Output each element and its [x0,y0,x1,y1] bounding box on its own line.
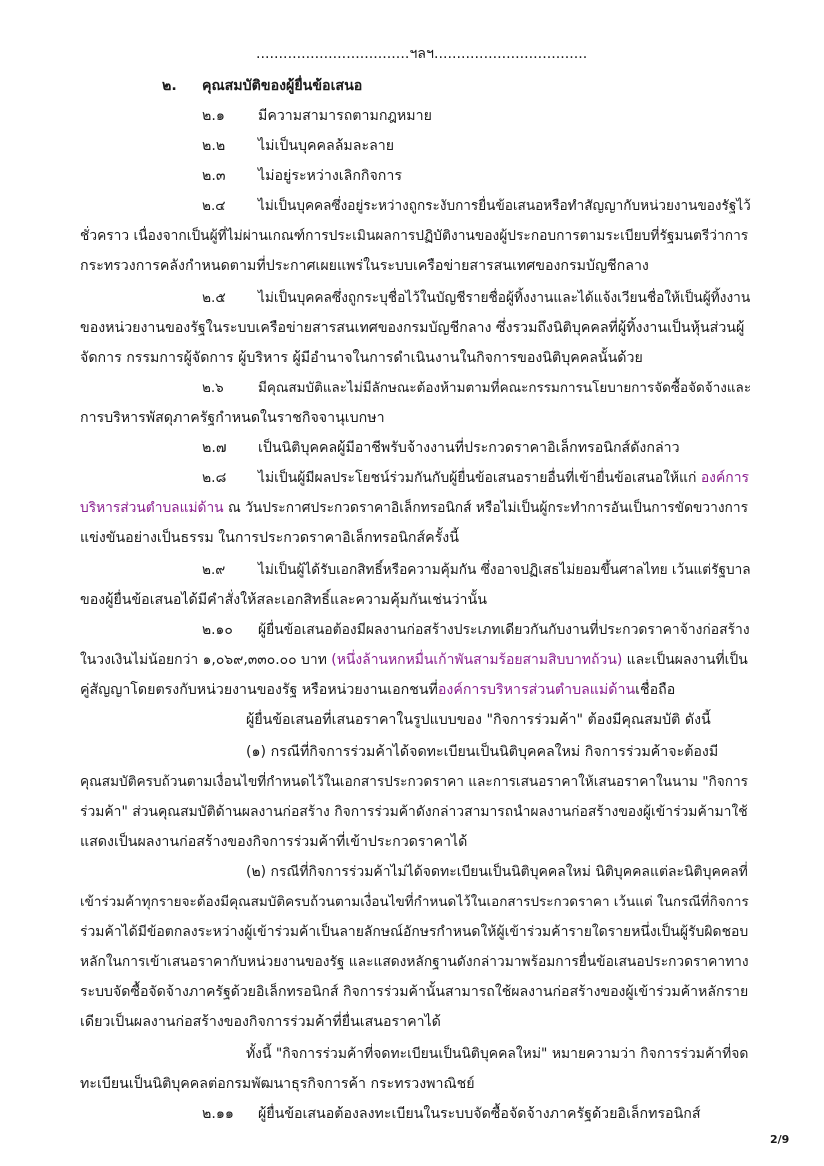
item-text-line: การบริหารพัสดุภาครัฐกำหนดในราชกิจจานุเบกษา [80,410,385,426]
item-number: ๒.๘ [202,470,227,486]
header-line [256,44,587,64]
paragraph-text: ระบบจัดซื้อจัดจ้างภาครัฐด้วยอิเล็กทรอนิกส์ กิจการร่วมค้านั้นสามารถใช้ผลงานก่อสร้างของผู้เข้าร่วมค้าหลักราย [80,984,749,1000]
item-text-line: ไม่เป็นบุคคลซึ่งอยู่ระหว่างถูกระงับการยื่นข้อเสนอหรือทำสัญญากับหน่วยงานของรัฐไว้ [258,198,751,214]
item-2-6-line-2 [80,408,385,428]
item-2-8 [202,468,749,488]
item-number: ๒.๖ [202,380,224,396]
org-name-highlight: องค์การ [700,470,749,486]
item-2-5-line-2 [80,318,744,338]
item-2-10-line-2 [80,650,748,670]
jv-case-2-line-3 [80,922,748,942]
page-number [770,1130,789,1150]
header-line-text: ..................................ฯลฯ.................................. [256,46,588,62]
jv-case-2-line-6 [80,1012,441,1032]
item-2-1 [202,106,432,126]
text-segment: ไม่เป็นผู้มีผลประโยชน์ร่วมกันกับผู้ยื่นข้อเสนอรายอื่นที่เข้ายื่นข้อเสนอให้แก่ [258,470,701,486]
item-text-line: ไม่เป็นบุคคลซึ่งถูกระบุชื่อไว้ในบัญชีรายชื่อผู้ทิ้งงานและได้แจ้งเวียนชื่อให้เป็นผู้ทิ้งงาน [258,290,751,306]
amount-in-words-highlight: (หนึ่งล้านหกหมื่นเก้าพันสามร้อยสามสิบบาทถ้วน) [331,652,623,668]
item-text-line: มีคุณสมบัติและไม่มีลักษณะต้องห้ามตามที่คณะกรรมการนโยบายการจัดซื้อจัดจ้างและ [258,380,752,396]
item-2-3 [202,166,402,186]
item-text-line: ของผู้ยื่นข้อเสนอได้มีคำสั่งให้สละเอกสิทธิ์และความคุ้มกันเช่นว่านั้น [80,592,487,608]
jv-note-line-1 [246,1044,748,1064]
jv-case-1-line-1 [246,742,718,762]
paragraph-text: ผู้ยื่นข้อเสนอที่เสนอราคาในรูปแบบของ "กิจการร่วมค้า" ต้องมีคุณสมบัติ ดังนี้ [246,712,711,728]
paragraph-text: เข้าร่วมค้าทุกรายจะต้องมีคุณสมบัติครบถ้วนตามเงื่อนไขที่กำหนดไว้ในเอกสารประกวดราคา เว้นแต่ ในกรณีที่กิจการ [80,894,749,910]
item-number: ๒.๑๐ [202,622,233,638]
item-number: ๒.๕ [202,290,226,306]
item-text: เป็นนิติบุคคลผู้มีอาชีพรับจ้างงานที่ประกวดราคาอิเล็กทรอนิกส์ดังกล่าว [258,440,680,456]
page-number-text: 2/9 [770,1133,790,1146]
item-number: ๒.๗ [202,440,227,456]
item-2-4-line-3 [80,256,649,276]
jv-case-1-line-4 [80,832,467,852]
item-text: มีความสามารถตามกฎหมาย [258,108,432,124]
text-segment: เชื่อถือ [635,682,676,698]
section-heading [162,76,363,96]
paragraph-text: ทะเบียนเป็นนิติบุคคลต่อกรมพัฒนาธุรกิจการค้า กระทรวงพาณิชย์ [80,1076,475,1092]
item-text: ไม่เป็นบุคคลล้มละลาย [258,138,395,154]
org-name-highlight: องค์การบริหารส่วนตำบลแม่ด้าน [437,682,636,698]
item-text-line: ชั่วคราว เนื่องจากเป็นผู้ที่ไม่ผ่านเกณฑ์การประเมินผลการปฏิบัติงานของผู้ประกอบการตามระเบียบที่รัฐมนตรีว่าการ [80,228,749,244]
item-text-line [258,468,749,488]
paragraph-text: (๒) กรณีที่กิจการร่วมค้าไม่ได้จดทะเบียนเป็นนิติบุคคลใหม่ นิติบุคคลแต่ละนิติบุคคลที่ [246,864,748,880]
jv-note-line-2 [80,1074,475,1094]
item-2-8-line-3 [80,528,459,548]
item-2-6 [202,378,752,398]
item-number: ๒.๔ [202,198,226,214]
item-2-7 [202,438,680,458]
org-name-highlight: บริหารส่วนตำบลแม่ด้าน [80,500,224,516]
item-number: ๒.๙ [202,562,226,578]
paragraph-text: หลักในการเข้าเสนอราคากับหน่วยงานของรัฐ และแสดงหลักฐานดังกล่าวมาพร้อมการยื่นข้อเสนอประกวดราคาทาง [80,954,749,970]
item-text: ไม่อยู่ระหว่างเลิกกิจการ [258,168,402,184]
paragraph-text: ร่วมค้าได้มีข้อตกลงระหว่างผู้เข้าร่วมค้าเป็นลายลักษณ์อักษรกำหนดให้ผู้เข้าร่วมค้ารายใดรายหนึ่งเป็นผู้รับผิดชอบ [80,924,749,940]
paragraph-text: แสดงเป็นผลงานก่อสร้างของกิจการร่วมค้าที่เข้าประกวดราคาได้ [80,834,468,850]
text-segment: คู่สัญญาโดยตรงกับหน่วยงานของรัฐ หรือหน่วยงานเอกชนที่ [80,682,438,698]
text-segment: ณ วันประกาศประกวดราคาอิเล็กทรอนิกส์ หรือไม่เป็นผู้กระทำการอันเป็นการขัดขวางการ [223,500,748,516]
item-number: ๒.๒ [202,138,226,154]
item-2-4 [202,196,751,216]
item-text: ผู้ยื่นข้อเสนอต้องลงทะเบียนในระบบจัดซื้อจัดจ้างภาครัฐด้วยอิเล็กทรอนิกส์ [258,1106,701,1122]
item-2-8-line-2 [80,498,748,518]
item-2-2 [202,136,395,156]
item-2-10-line-3 [80,680,675,700]
jv-case-2-line-2 [80,892,749,912]
item-text-line: กระทรวงการคลังกำหนดตามที่ประกาศเผยแพร่ในระบบเครือข่ายสารสนเทศของกรมบัญชีกลาง [80,258,649,274]
paragraph-text: (๑) กรณีที่กิจการร่วมค้าได้จดทะเบียนเป็นนิติบุคคลใหม่ กิจการร่วมค้าจะต้องมี [246,744,719,760]
jv-case-2-line-5 [80,982,748,1002]
item-2-9 [202,560,751,580]
text-segment: และเป็นผลงานที่เป็น [622,652,748,668]
text-segment: ในวงเงินไม่น้อยกว่า ๑,๐๖๙,๓๓๐.๐๐ บาท [80,652,332,668]
jv-intro [246,710,711,730]
item-2-11 [202,1104,701,1124]
section-title: คุณสมบัติของผู้ยื่นข้อเสนอ [202,78,363,94]
item-2-9-line-2 [80,590,487,610]
item-number: ๒.๓ [202,168,226,184]
paragraph-text: ร่วมค้า" ส่วนคุณสมบัติด้านผลงานก่อสร้าง กิจการร่วมค้าดังกล่าวสามารถนำผลงานก่อสร้างของผู้เข้าร่วมค้ามาใช้ [80,804,748,820]
item-2-4-line-2 [80,226,748,246]
item-text-line: แข่งขันอย่างเป็นธรรม ในการประกวดราคาอิเล็กทรอนิกส์ครั้งนี้ [80,530,459,546]
item-2-10 [202,620,750,640]
paragraph-text: คุณสมบัติครบถ้วนตามเงื่อนไขที่กำหนดไว้ในเอกสารประกวดราคา และการเสนอราคาให้เสนอราคาในนาม "กิจการ [80,774,748,790]
item-text-line: ผู้ยื่นข้อเสนอต้องมีผลงานก่อสร้างประเภทเดียวกันกับงานที่ประกวดราคาจ้างก่อสร้าง [258,622,750,638]
item-text-line: ไม่เป็นผู้ได้รับเอกสิทธิ์หรือความคุ้มกัน ซึ่งอาจปฏิเสธไม่ยอมขึ้นศาลไทย เว้นแต่รัฐบาล [258,562,751,578]
item-number: ๒.๑ [202,108,225,124]
jv-case-2-line-1 [246,862,748,882]
item-text-line: ของหน่วยงานของรัฐในระบบเครือข่ายสารสนเทศของกรมบัญชีกลาง ซึ่งรวมถึงนิติบุคคลที่ผู้ทิ้งงานเป็นหุ้นส่วนผู้ [80,320,745,336]
item-text-line: จัดการ กรรมการผู้จัดการ ผู้บริหาร ผู้มีอำนาจในการดำเนินงานในกิจการของนิติบุคคลนั้นด้วย [80,350,643,366]
jv-case-2-line-4 [80,952,749,972]
paragraph-text: เดียวเป็นผลงานก่อสร้างของกิจการร่วมค้าที่ยื่นเสนอราคาได้ [80,1014,441,1030]
section-number: ๒. [162,78,177,94]
paragraph-text: ทั้งนี้ "กิจการร่วมค้าที่จดทะเบียนเป็นนิติบุคคลใหม่" หมายความว่า กิจการร่วมค้าที่จด [246,1046,749,1062]
item-number: ๒.๑๑ [202,1106,234,1122]
item-2-5 [202,288,751,308]
item-2-5-line-3 [80,348,643,368]
jv-case-1-line-3 [80,802,748,822]
jv-case-1-line-2 [80,772,748,792]
